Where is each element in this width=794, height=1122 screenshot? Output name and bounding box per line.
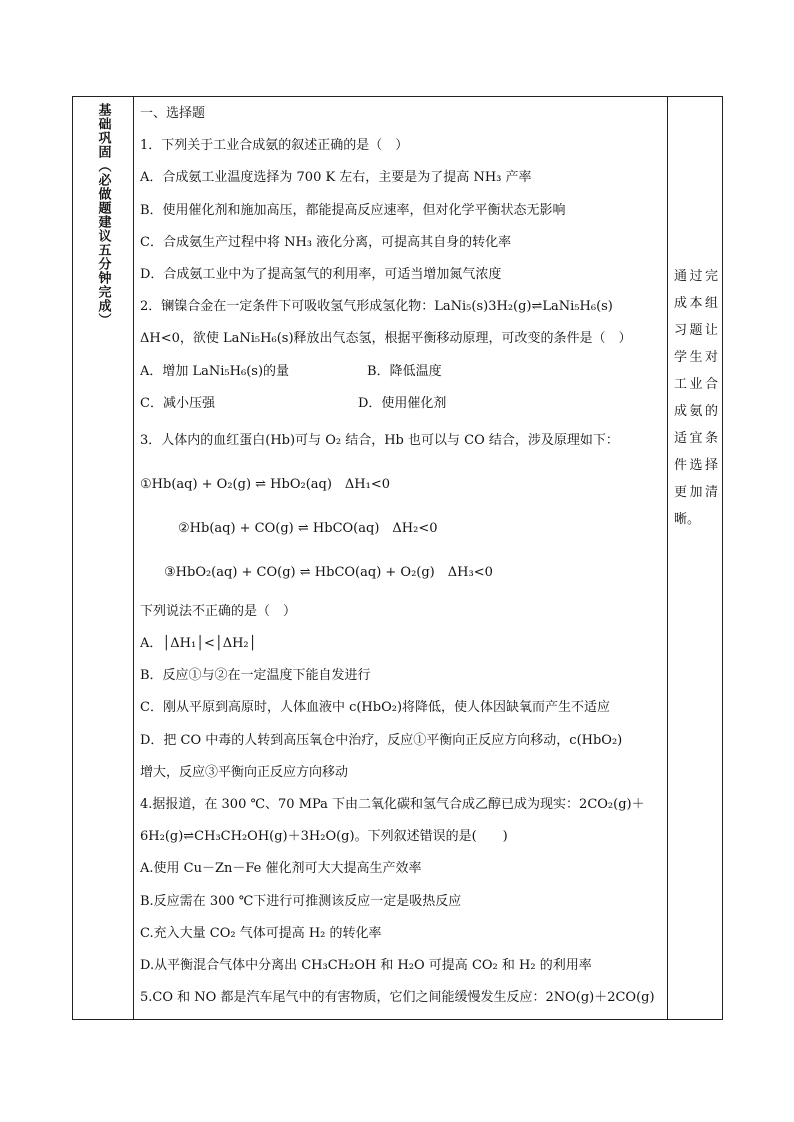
equation-1: ①Hb(aq) + O₂(g) ⇌ HbO₂(aq) ΔH₁<0 [140,476,391,492]
question-4-option-a: A.使用 Cu－Zn－Fe 催化剂可大大提高生产效率 [140,861,422,877]
teaching-note: 通过完成本组习题让学生对工业合成氨的适宜条件选择更加清晰。 [674,269,718,527]
question-3-option-d: D．把 CO 中毒的人转到高压氧仓中治疗，反应①平衡向正反应方向移动，c(HbO₂) [140,732,623,748]
question-1-option-a: A．合成氨工业温度选择为 700 K 左右，主要是为了提高 NH₃ 产率 [140,170,532,186]
exercise-content [134,97,667,1019]
question-3-option-d-cont: 增大，反应③平衡向正反应方向移动 [140,764,349,780]
exercise-cell [134,97,668,1020]
question-2-options-cd: C．减小压强 D．使用催化剂 [140,395,447,411]
question-2-options-ab: A．增加 LaNi₅H₆(s)的量 B．降低温度 [140,363,442,379]
question-4-option-c: C.充入大量 CO₂ 气体可提高 H₂ 的转化率 [140,925,382,941]
question-1-option-d: D．合成氨工业中为了提高氢气的利用率，可适当增加氮气浓度 [140,266,502,282]
question-1-option-c: C．合成氨生产过程中将 NH₃ 液化分离，可提高其自身的转化率 [140,234,512,250]
note-cell [668,97,723,1020]
lesson-table [72,96,723,1020]
category-cell [73,97,134,1020]
section-heading: 一、选择题 [140,106,206,121]
question-4-stem: 4.据报道，在 300 ℃、70 MPa 下由二氧化碳和氢气合成乙醇已成为现实：2CO₂(g)＋ [140,797,645,812]
question-3-stem: 3．人体内的血红蛋白(Hb)可与 O₂ 结合，Hb 也可以与 CO 结合，涉及原理如下： [140,432,619,448]
question-3-option-c: C．刚从平原到高原时，人体血液中 c(HbO₂)将降低，使人体因缺氧而产生不适应 [140,700,611,716]
question-4-stem-cont: 6H₂(g)⇌CH₃CH₂OH(g)＋3H₂O(g)。下列叙述错误的是( ) [140,829,508,845]
question-1-option-b: B．使用催化剂和施加高压，都能提高反应速率，但对化学平衡状态无影响 [140,202,566,218]
question-4-option-b: B.反应需在 300 ℃下进行可推测该反应一定是吸热反应 [140,893,462,909]
question-3-option-a: A．│ΔH₁│<│ΔH₂│ [140,636,257,652]
question-5-stem: 5.CO 和 NO 都是汽车尾气中的有害物质，它们之间能缓慢发生反应：2NO(g)＋2CO(g) [140,990,655,1006]
question-3-option-b: B．反应①与②在一定温度下能自发进行 [140,668,371,684]
question-2-stem-cont: ΔH<0，欲使 LaNi₅H₆(s)释放出气态氢，根据平衡移动原理，可改变的条件是（ ） [140,331,632,347]
question-1-stem: 1．下列关于工业合成氨的叙述正确的是（ ） [140,138,409,154]
category-title: 基础巩固（必做题建议五分钟完成） [95,103,111,327]
question-2-stem: 2．镧镍合金在一定条件下可吸收氢气形成氢化物：LaNi₅(s)3H₂(g)⇌LaNi₅H₆(s) [140,299,613,315]
question-4-option-d: D.从平衡混合气体中分离出 CH₃CH₂OH 和 H₂O 可提高 CO₂ 和 H₂ 的利用率 [140,957,592,973]
question-3-prompt: 下列说法不正确的是（ ） [140,603,297,619]
equation-3: ③HbO₂(aq) + CO(g) ⇌ HbCO(aq) + O₂(g) ΔH₃<0 [164,564,493,580]
equation-2: ②Hb(aq) + CO(g) ⇌ HbCO(aq) ΔH₂<0 [178,520,438,536]
